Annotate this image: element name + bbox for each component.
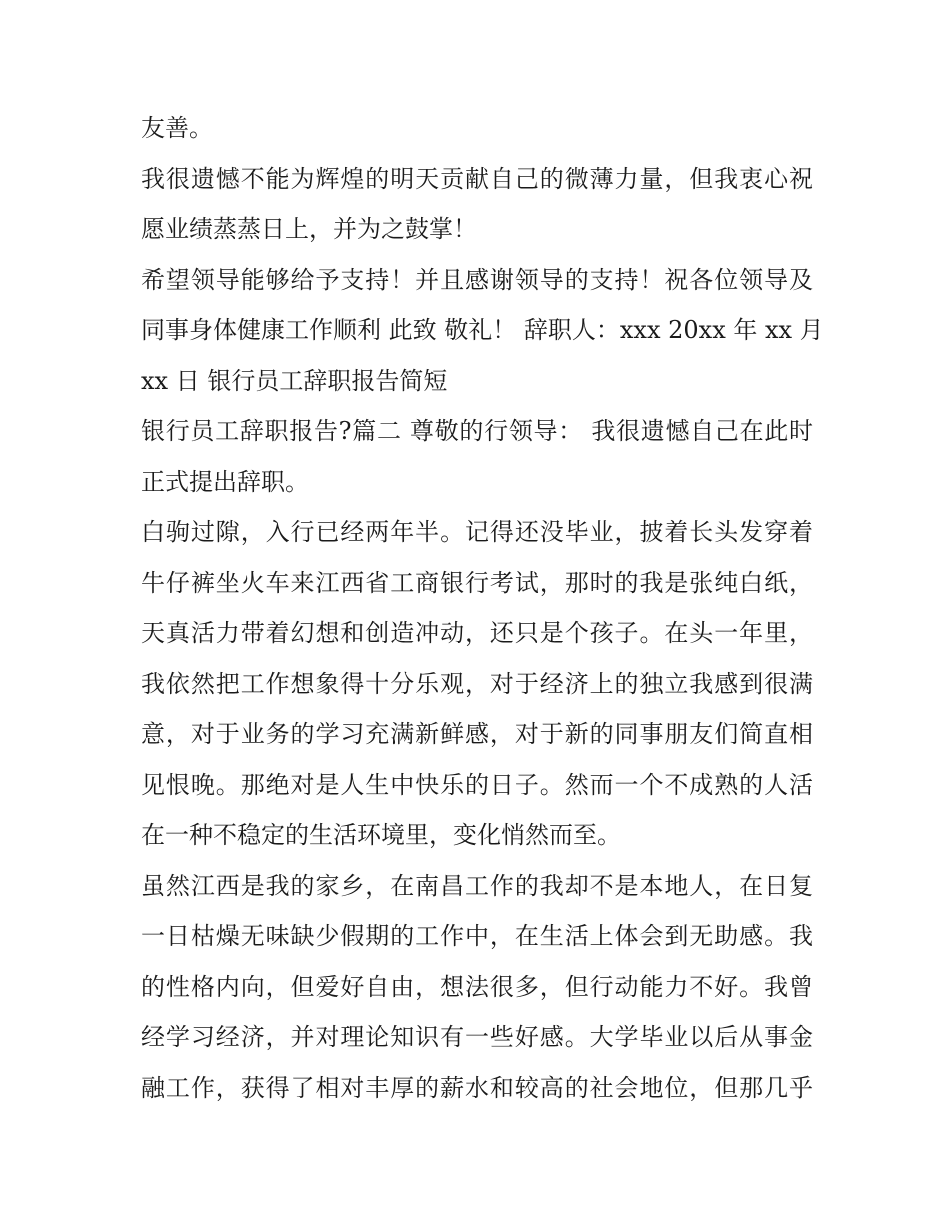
text-line: 一日枯燥无味缺少假期的工作中，在生活上体会到无助感。我 <box>141 922 813 950</box>
text-line: 希望领导能够给予支持！并且感谢领导的支持！祝各位领导及 <box>141 265 813 294</box>
text-line: 愿业绩蒸蒸日上，并为之鼓掌！ <box>141 215 477 243</box>
text-line: 正式提出辞职。 <box>141 467 309 496</box>
text-line: 牛仔裤坐火车来江西省工商银行考试，那时的我是张纯白纸， <box>141 568 813 597</box>
text-line: 天真活力带着幻想和创造冲动，还只是个孩子。在头一年里， <box>141 619 813 647</box>
text-line: 的性格内向，但爱好自由，想法很多，但行动能力不好。我曾 <box>141 972 813 1001</box>
text-line: 友善。 <box>141 114 213 142</box>
text-line: 同事身体健康工作顺利 此致 敬礼！ 辞职人：xxx 20xx 年 xx 月 <box>141 316 824 344</box>
text-line: 融工作，获得了相对丰厚的薪水和较高的社会地位，但那几乎 <box>141 1073 813 1102</box>
text-line: 见恨晚。那绝对是人生中快乐的日子。然而一个不成熟的人活 <box>141 770 813 799</box>
text-line: 我很遗憾不能为辉煌的明天贡献自己的微薄力量，但我衷心祝 <box>141 164 813 193</box>
text-line: xx 日 银行员工辞职报告简短 <box>141 366 448 395</box>
text-line: 虽然江西是我的家乡，在南昌工作的我却不是本地人，在日复 <box>141 871 813 900</box>
text-line: 意，对于业务的学习充满新鲜感，对于新的同事朋友们简直相 <box>141 720 813 748</box>
text-line: 经学习经济，并对理论知识有一些好感。大学毕业以后从事金 <box>141 1023 813 1051</box>
text-line: 我依然把工作想象得十分乐观，对于经济上的独立我感到很满 <box>141 669 813 698</box>
text-line: 银行员工辞职报告?篇二 尊敬的行领导： 我很遗憾自己在此时 <box>141 417 813 445</box>
text-line: 白驹过隙，入行已经两年半。记得还没毕业，披着长头发穿着 <box>141 518 813 546</box>
document-body <box>141 103 824 1113</box>
text-line: 在一种不稳定的生活环境里，变化悄然而至。 <box>141 821 621 849</box>
